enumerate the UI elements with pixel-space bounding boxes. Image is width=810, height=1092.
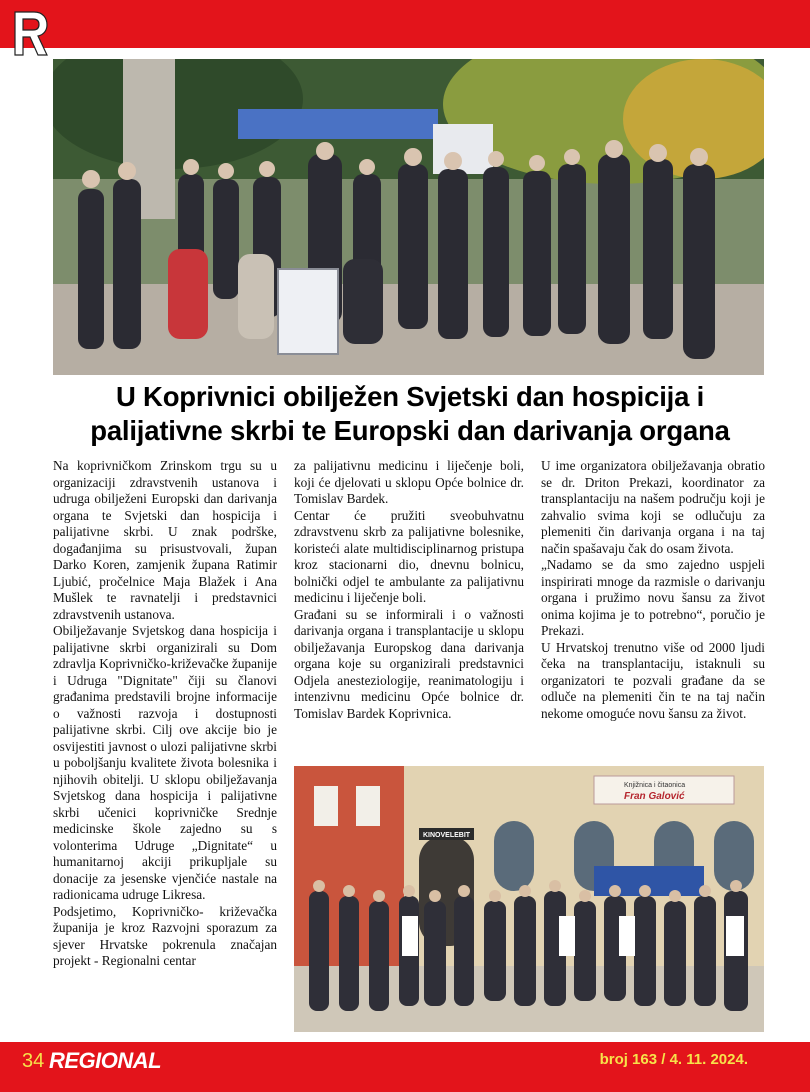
paragraph: Obilježavanje Svjetskog dana hospicija i palijativne skrbi organizirali su Dom zdravlja Koprivničko-križevačke županije i Udruga "Dignitate" čiji su članovi građanima predstavili brojne informacije o važnosti razvoja i dostupnosti palijativne skrbi. Cilj ove akcije bio je osvijestiti javnost o ulozi palijativne skrbi u poboljšanju kvalitete života bolesnika i njihovih obitelji. U sklopu obilježavanja Svjetskog dana hospicija i palijativne skrbi učenici koprivničke Srednje medicinske škole zajedno su s volonterima Udruge „Dignitate“ u humanitarnoj akciji prikupljale su donacije za jesenske vjenčiće nastale na radionicama udruge Likresa. bbox=[53, 623, 277, 902]
paragraph: U ime organizatora obilježavanja obratio se dr. Driton Prekazi, koordinator za transplantaciju na našem području koji je zahvalio svima koji se odlučuju za plemeniti čin darivanja organa i na taj način spašavaju čak do osam života. bbox=[541, 458, 765, 556]
library-sign-line1: Knjižnica i čitaonica bbox=[624, 782, 686, 789]
cinema-sign: KINOVELEBIT bbox=[423, 832, 471, 839]
paragraph: Centar će pružiti sveobuhvatnu zdravstvenu skrb za palijativne bolesnike, koristeći alate multidisciplinarnog pristupa kroz stacionarni dio, dnevnu bolnicu, bolnički odjel te ambulante za palijativnu medicinu i liječenje boli. bbox=[294, 507, 524, 605]
paragraph: za palijativnu medicinu i liječenje boli, koji će djelovati u sklopu Opće bolnice dr. Tomislav Bardek. bbox=[294, 458, 524, 506]
library-sign-line2: Fran Galović bbox=[624, 791, 685, 802]
paragraph: Na koprivničkom Zrinskom trgu su u organizaciji zdravstvenih ustanova i udruga obilježeni Europski dan darivanja organa te Svjetski dan hospicija i palijativne skrbi. U znak podrške, događanjima su prisustvovali, župan Darko Koren, zamjenik župana Ratimir Ljubić, pročelnice Maja Blažek i Ana Mušlek te ravnatelji i predstavnici zdravstvenih ustanova. bbox=[53, 458, 277, 622]
paragraph: U Hrvatskoj trenutno više od 2000 ljudi čeka na transplantaciju, istaknuli su organizatori te pozvali građane da se odluče na plemeniti čin te na taj način nekome omoguće novu šansu za život. bbox=[541, 639, 765, 721]
top-red-bar bbox=[0, 0, 810, 48]
paragraph: Građani su se informirali i o važnosti darivanja organa i transplantacije u sklopu obilježavanja Europskog dana darivanja organa koje su organizirali predstavnici Odjela anesteziologije, reanimatologiju i intenzivnu medicinu Opće bolnice dr. Tomislav Bardek Koprivnica. bbox=[294, 606, 524, 721]
article-headline: U Koprivnici obilježen Svjetski dan hospicija i palijativne skrbi te Europski dan darivanja organa bbox=[90, 381, 730, 446]
group-photo-bottom bbox=[294, 766, 764, 1032]
issue-info: broj 163 / 4. 11. 2024. bbox=[599, 1051, 748, 1068]
brand-logo-text: REGIONAL bbox=[49, 1048, 162, 1073]
article-column-3 bbox=[541, 458, 765, 722]
paragraph: „Nadamo se da smo zajedno uspjeli inspirirati mnoge da razmisle o darivanju organa i pružimo novu šansu za život onima kojima je to potrebno“, poručio je Prekazi. bbox=[541, 557, 765, 638]
group-photo-top bbox=[53, 59, 764, 375]
article-column-2 bbox=[294, 458, 524, 722]
regional-r-logo bbox=[10, 8, 50, 60]
paragraph: Podsjetimo, Koprivničko- križevačka županija je kroz Razvojni sporazum za sjever Hrvatske pokrenula značajan projekt - Regionalni centar bbox=[53, 903, 277, 968]
page-number: 34 bbox=[22, 1050, 45, 1072]
article-column-1 bbox=[53, 458, 277, 970]
